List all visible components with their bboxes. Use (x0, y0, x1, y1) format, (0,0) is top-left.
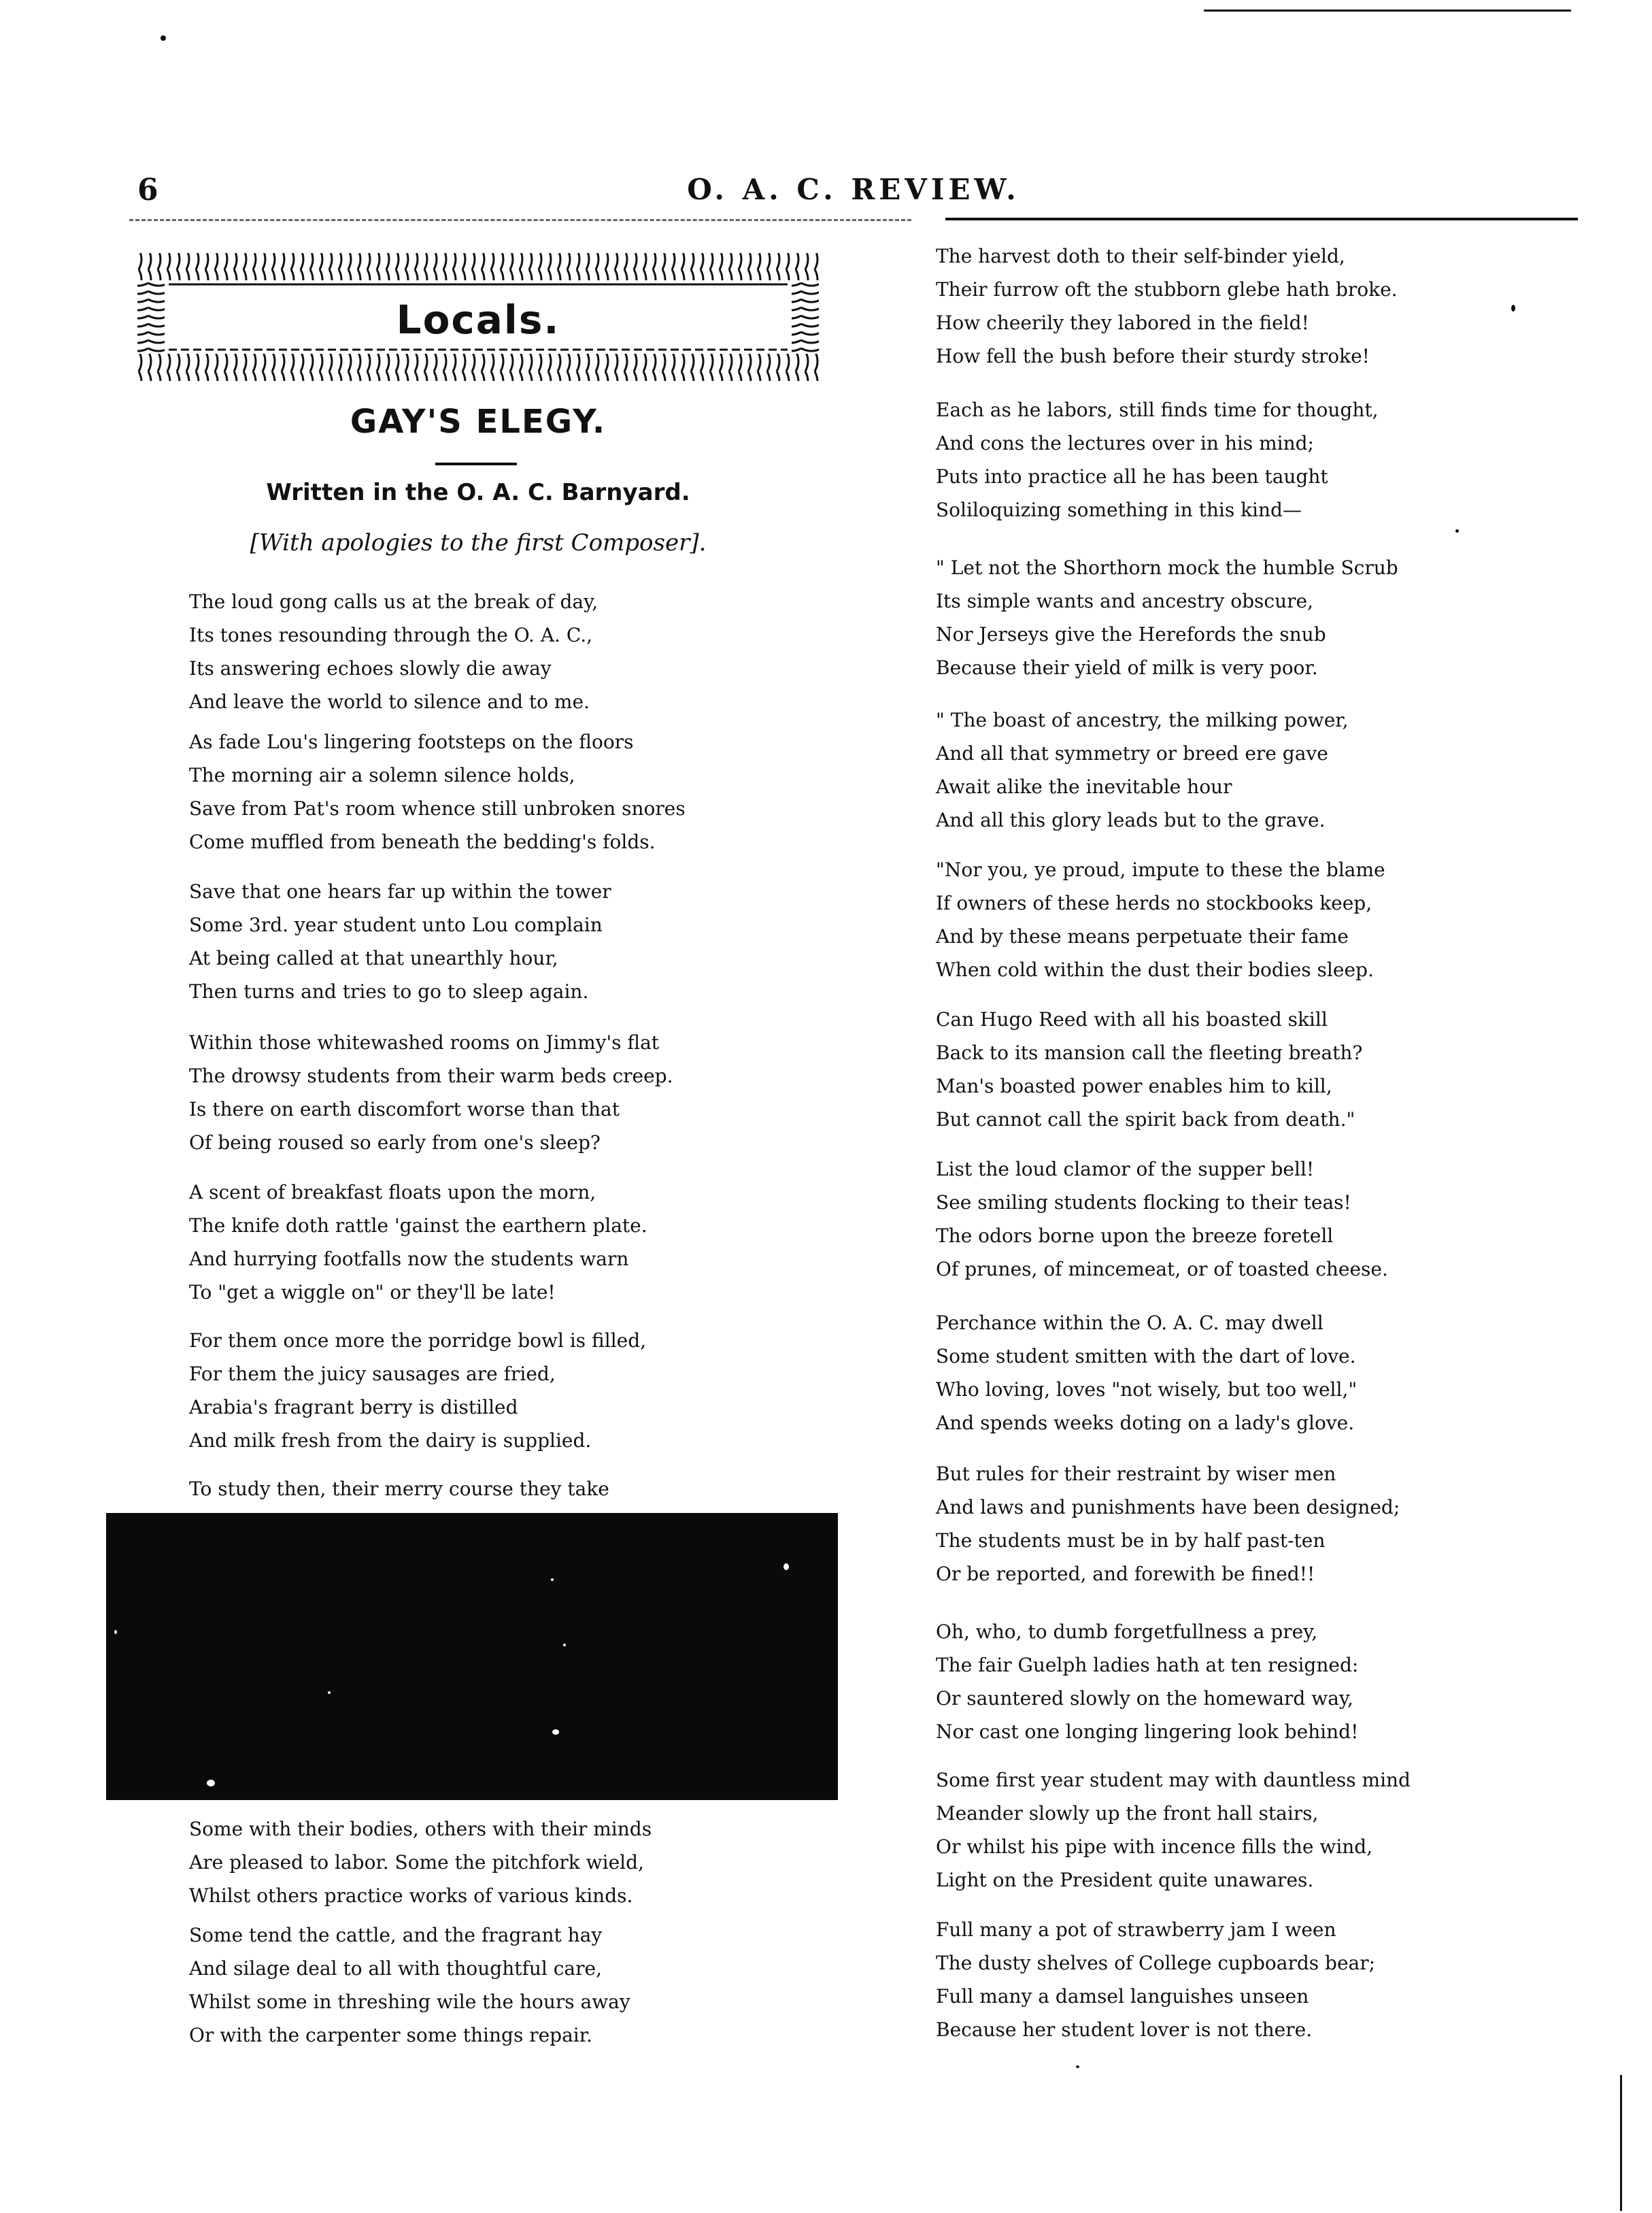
verse-line: " Let not the Shorthorn mock the humble Scrub (936, 556, 1398, 579)
verse-line: Its answering echoes slowly die away (189, 657, 552, 680)
verse-line: Is there on earth discomfort worse than that (189, 1098, 620, 1120)
stanza (936, 853, 1385, 986)
stanza (936, 551, 1398, 684)
page-edge-mark (1620, 2075, 1622, 2211)
stanza (189, 1324, 646, 1457)
verse-line: Nor Jerseys give the Herefords the snub (936, 623, 1326, 646)
verse-line: For them the juicy sausages are fried, (189, 1363, 556, 1385)
stanza (189, 585, 598, 718)
running-title: O. A. C. REVIEW. (687, 173, 1020, 206)
verse-line: And hurrying footfalls now the students warn (189, 1248, 629, 1270)
verse-line: And silage deal to all with thoughtful care, (189, 1957, 602, 1980)
verse-line: Their furrow oft the stubborn glebe hath broke. (936, 278, 1398, 301)
verse-line: Because her student lover is not there. (936, 2018, 1313, 2041)
verse-line: And leave the world to silence and to me. (189, 690, 590, 713)
stanza (936, 1763, 1411, 1897)
stanza (189, 1812, 652, 1912)
verse-line: How fell the bush before their sturdy stroke! (936, 345, 1370, 367)
stanza (189, 725, 686, 859)
verse-line: Its tones resounding through the O. A. C., (189, 624, 593, 646)
header-rule (945, 218, 1578, 220)
verse-line: Whilst some in threshing wile the hours away (189, 1991, 630, 2013)
verse-line: Or sauntered slowly on the homeward way, (936, 1687, 1353, 1710)
verse-line: Or whilst his pipe with incence fills the wind, (936, 1835, 1373, 1858)
stanza (936, 1003, 1362, 1136)
verse-line: At being called at that unearthly hour, (189, 947, 558, 969)
verse-line: Some student smitten with the dart of love. (936, 1345, 1356, 1367)
verse-line: But rules for their restraint by wiser men (936, 1463, 1336, 1485)
verse-line: List the loud clamor of the supper bell! (936, 1158, 1315, 1180)
verse-line: Some 3rd. year student unto Lou complain (189, 914, 603, 936)
verse-line: As fade Lou's lingering footsteps on the floors (189, 731, 634, 753)
title-divider (435, 463, 517, 465)
verse-line: Can Hugo Reed with all his boasted skill (936, 1008, 1328, 1031)
verse-line: Man's boasted power enables him to kill, (936, 1075, 1332, 1097)
stanza (936, 393, 1379, 527)
verse-line: Of prunes, of mincemeat, or of toasted cheese. (936, 1258, 1388, 1280)
verse-line: Back to its mansion call the fleeting breath? (936, 1042, 1363, 1064)
verse-line: Who loving, loves "not wisely, but too well," (936, 1378, 1358, 1401)
verse-line: " The boast of ancestry, the milking power, (936, 709, 1349, 731)
verse-line: And cons the lectures over in his mind; (936, 432, 1314, 454)
verse-line: Or be reported, and forewith be fined!! (936, 1563, 1315, 1585)
verse-line: And milk fresh from the dairy is supplied. (189, 1429, 592, 1452)
verse-line: And all that symmetry or breed ere gave (936, 742, 1328, 765)
verse-line: When cold within the dust their bodies sleep. (936, 959, 1374, 981)
locals-banner (128, 249, 828, 385)
verse-line: For them once more the porridge bowl is filled, (189, 1329, 647, 1352)
verse-line: Whilst others practice works of various kinds. (189, 1884, 633, 1907)
verse-line: How cheerily they labored in the field! (936, 312, 1309, 334)
verse-line: Some first year student may with dauntless mind (936, 1769, 1411, 1791)
stanza (936, 1152, 1388, 1286)
verse-line: Nor cast one longing lingering look behind! (936, 1720, 1359, 1743)
verse-line: Perchance within the O. A. C. may dwell (936, 1312, 1324, 1334)
stanza (936, 239, 1398, 373)
verse-line: Of being roused so early from one's sleep? (189, 1131, 601, 1154)
verse-line: Meander slowly up the front hall stairs, (936, 1802, 1319, 1825)
page-number: 6 (137, 173, 158, 207)
verse-line: Soliloquizing something in this kind— (936, 499, 1302, 521)
top-edge-rule (1204, 10, 1571, 12)
verse-line: Each as he labors, still finds time for thought, (936, 399, 1379, 421)
verse-line: The knife doth rattle 'gainst the earthern plate. (189, 1214, 647, 1237)
verse-line: If owners of these herds no stockbooks keep, (936, 892, 1372, 914)
verse-line: The fair Guelph ladies hath at ten resigned: (936, 1654, 1359, 1676)
verse-line: Await alike the inevitable hour (936, 776, 1232, 798)
poem-apology: [With apologies to the first Composer]. (250, 529, 707, 556)
verse-line: See smiling students flocking to their teas! (936, 1191, 1351, 1214)
scan-speck (161, 35, 166, 41)
verse-line: Arabia's fragrant berry is distilled (189, 1396, 518, 1418)
poem-byline: Written in the O. A. C. Barnyard. (266, 479, 690, 506)
stanza (189, 1918, 630, 2052)
header-dashed-rule (129, 219, 911, 221)
verse-line: Within those whitewashed rooms on Jimmy's flat (189, 1031, 660, 1054)
verse-line: Puts into practice all he has been taught (936, 465, 1328, 488)
verse-line: The students must be in by half past-ten (936, 1529, 1326, 1552)
verse-line: Some tend the cattle, and the fragrant hay (189, 1924, 603, 1946)
scan-speck (1455, 529, 1459, 533)
verse-line: Some with their bodies, others with their minds (189, 1818, 652, 1840)
verse-line: To "get a wiggle on" or they'll be late! (189, 1281, 556, 1303)
verse-line: To study then, their merry course they take (189, 1478, 609, 1500)
scan-speck (1511, 305, 1515, 312)
stanza (189, 1176, 647, 1309)
verse-line: The loud gong calls us at the break of day, (189, 590, 599, 613)
verse-line: The drowsy students from their warm beds creep. (189, 1065, 673, 1087)
verse-line: Because their yield of milk is very poor. (936, 656, 1318, 679)
verse-line: The odors borne upon the breeze foretell (936, 1225, 1334, 1247)
page-header (129, 173, 1578, 214)
stanza (189, 1026, 673, 1159)
verse-line: Full many a damsel languishes unseen (936, 1985, 1309, 2008)
stanza (936, 703, 1348, 837)
verse-line: Oh, who, to dumb forgetfullness a prey, (936, 1620, 1318, 1643)
verse-line: But cannot call the spirit back from death." (936, 1108, 1355, 1131)
verse-line: Full many a pot of strawberry jam I ween (936, 1918, 1336, 1941)
stanza (936, 1457, 1400, 1591)
section-title: Locals. (396, 297, 560, 343)
stanza (189, 1472, 609, 1505)
verse-line: Then turns and tries to go to sleep again. (189, 980, 589, 1003)
verse-line: And by these means perpetuate their fame (936, 925, 1349, 948)
verse-line: Or with the carpenter some things repair. (189, 2024, 592, 2046)
stanza (936, 1615, 1358, 1748)
poem-title: GAY'S ELEGY. (350, 403, 607, 441)
verse-line: "Nor you, ye proud, impute to these the blame (936, 859, 1385, 881)
verse-line: Save that one hears far up within the tower (189, 880, 611, 903)
redaction-block (106, 1513, 838, 1800)
verse-line: Save from Pat's room whence still unbroken snores (189, 797, 686, 820)
verse-line: The harvest doth to their self-binder yield, (936, 245, 1345, 267)
verse-line: The dusty shelves of College cupboards bear; (936, 1952, 1376, 1974)
stanza (936, 1306, 1357, 1440)
stanza (189, 875, 611, 1008)
verse-line: And spends weeks doting on a lady's glove. (936, 1412, 1355, 1434)
stanza (936, 1913, 1375, 2046)
verse-line: Light on the President quite unawares. (936, 1869, 1314, 1891)
scan-speck (1076, 2065, 1079, 2068)
verse-line: A scent of breakfast floats upon the morn, (189, 1181, 596, 1203)
verse-line: Its simple wants and ancestry obscure, (936, 590, 1313, 612)
verse-line: Are pleased to labor. Some the pitchfork wield, (189, 1851, 644, 1874)
verse-line: The morning air a solemn silence holds, (189, 764, 575, 786)
verse-line: And all this glory leads but to the grave. (936, 809, 1326, 831)
verse-line: And laws and punishments have been designed; (936, 1496, 1400, 1518)
verse-line: Come muffled from beneath the bedding's folds. (189, 831, 656, 853)
